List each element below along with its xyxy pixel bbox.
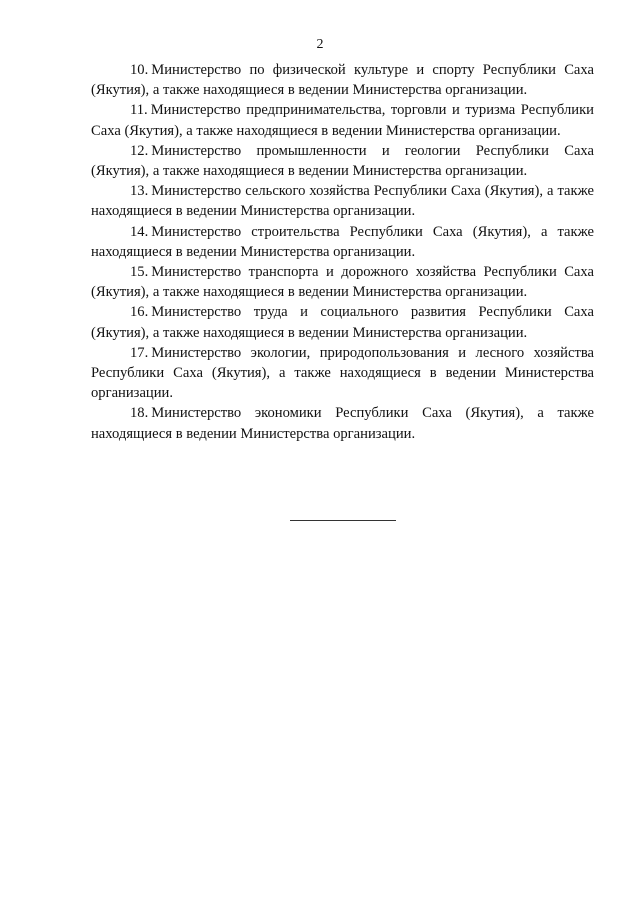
item-number: 18. — [130, 405, 149, 422]
item-text: Министерство экологии, природопользования и лесного хозяйства Республики Саха (Якутия), а также находящиеся в ведении Министерства организации. — [91, 344, 594, 402]
item-text: Министерство сельского хозяйства Республики Саха (Якутия), а также находящиеся в ведении Министерства организации. — [91, 183, 594, 220]
list-item — [91, 222, 594, 262]
list-item — [91, 100, 594, 140]
list-item — [91, 403, 594, 443]
item-number: 13. — [130, 183, 149, 200]
list-item — [91, 262, 594, 302]
item-number: 12. — [130, 142, 149, 159]
item-number: 15. — [130, 264, 149, 281]
list-item — [91, 181, 594, 221]
item-number: 16. — [130, 304, 149, 321]
list-item — [91, 343, 594, 404]
item-text: Министерство предпринимательства, торговли и туризма Республики Саха (Якутия), а также находящиеся в ведении Министерства организации. — [91, 102, 594, 139]
ministry-list — [91, 60, 594, 444]
item-text: Министерство транспорта и дорожного хозяйства Республики Саха (Якутия), а также находящиеся в ведении Министерства организации. — [91, 264, 594, 301]
item-text: Министерство строительства Республики Саха (Якутия), а также находящиеся в ведении Министерства организации. — [91, 223, 594, 260]
list-item — [91, 302, 594, 342]
closing-divider-line — [290, 520, 396, 521]
page-number: 2 — [316, 37, 324, 52]
list-item — [91, 141, 594, 181]
list-item — [91, 60, 594, 100]
item-text: Министерство промышленности и геологии Республики Саха (Якутия), а также находящиеся в ведении Министерства организации. — [91, 142, 594, 180]
item-number: 14. — [130, 223, 149, 240]
item-text: Министерство труда и социального развития Республики Саха (Якутия), а также находящиеся в ведении Министерства организации. — [91, 304, 594, 341]
item-number: 17. — [130, 344, 149, 361]
item-number: 11. — [130, 102, 148, 119]
item-text: Министерство экономики Республики Саха (Якутия), а также находящиеся в ведении Министерства организации. — [91, 405, 594, 442]
item-text: Министерство по физической культуре и спорту Республики Саха (Якутия), а также находящиеся в ведении Министерства организации. — [91, 62, 594, 99]
item-number: 10. — [130, 62, 149, 78]
